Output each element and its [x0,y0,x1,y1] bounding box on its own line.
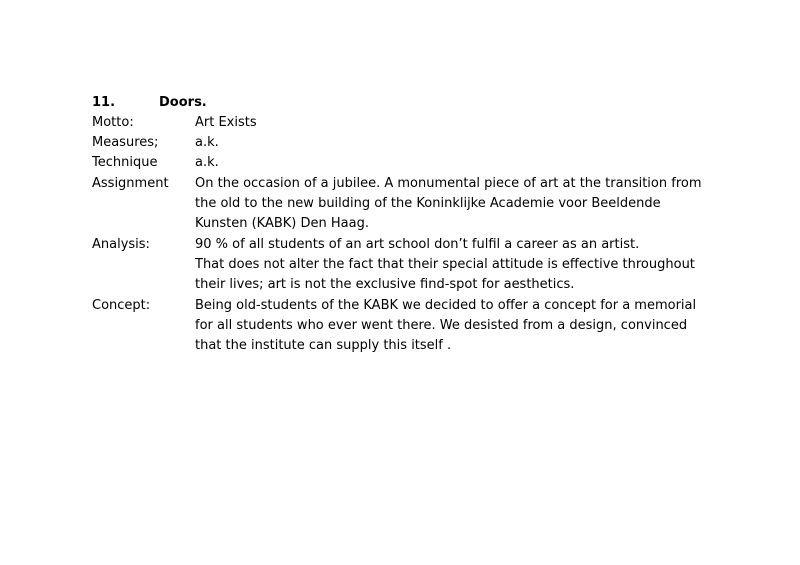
analysis-field [92,235,712,297]
section-heading [92,93,492,113]
analysis-label: Analysis: [92,237,150,252]
measures-field [92,133,712,154]
assignment-field [92,174,712,236]
measures-label: Measures; [92,135,159,150]
concept-line: for all students who ever went there. We desisted from a design, convinced [195,318,688,334]
section-title: Doors. [159,95,207,110]
technique-field [92,153,712,174]
assignment-label: Assignment [92,176,169,191]
analysis-line: That does not alter the fact that their special attitude is effective throughout [195,257,695,273]
assignment-value [195,174,710,235]
measures-line: a.k. [195,135,219,150]
motto-line: Art Exists [195,115,257,130]
technique-line: a.k. [195,155,219,170]
assignment-line: Kunsten (KABK) Den Haag. [195,216,369,232]
measures-value [195,133,710,153]
section-number: 11. [92,95,116,110]
assignment-line: On the occasion of a jubilee. A monumental piece of art at the transition from [195,176,702,191]
technique-label: Technique [92,155,158,170]
concept-label: Concept: [92,298,151,313]
concept-line: that the institute can supply this itself . [195,338,452,354]
motto-label: Motto: [92,115,134,130]
technique-value [195,153,710,173]
analysis-line: their lives; art is not the exclusive find-spot for aesthetics. [195,277,575,293]
motto-field [92,113,712,134]
assignment-line: the old to the new building of the Koninklijke Academie voor Beeldende [195,196,661,212]
motto-value [195,113,710,133]
concept-field [92,296,712,358]
concept-line: Being old-students of the KABK we decided to offer a concept for a memorial [195,298,697,313]
concept-value [195,296,710,357]
analysis-line: 90 % of all students of an art school don’t fulfil a career as an artist. [195,237,640,252]
analysis-value [195,235,710,296]
